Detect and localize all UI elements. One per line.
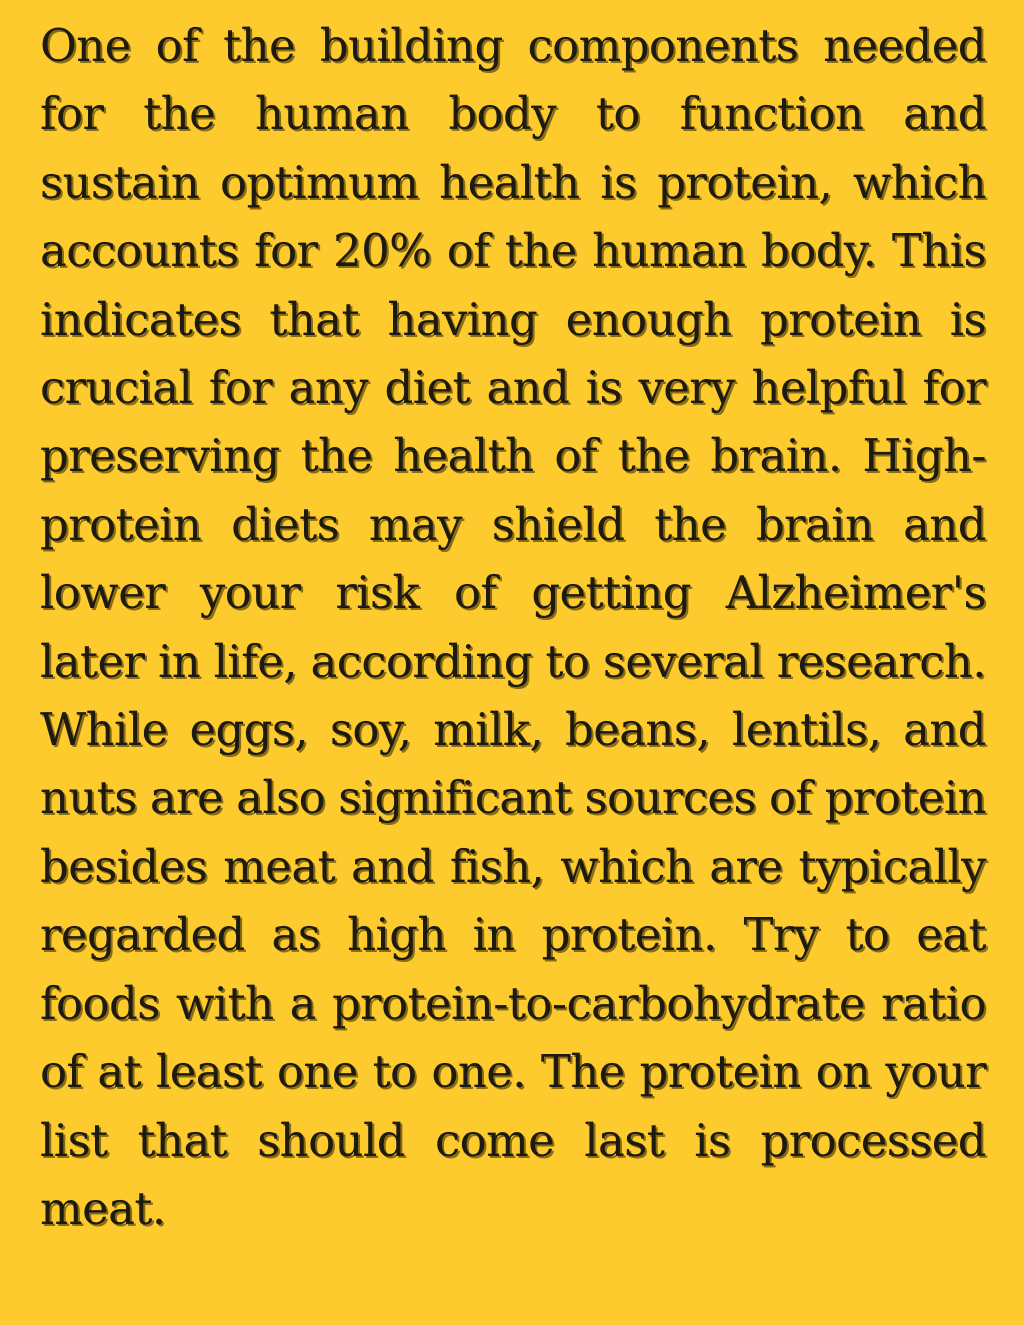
body-paragraph: One of the building components needed for the human body to function and sustain optimum health is protein, which accounts for 20% of the human body. This indicates that having enough protein is crucial for any diet and is very helpful for preserving the health of the brain. High-protein diets may shield the brain and lower your risk of getting Alzheimer's later in life, according to several research. While eggs, soy, milk, beans, lentils, and nuts are also significant sources of protein besides meat and fish, which are typically regarded as high in protein. Try to eat foods with a protein-to-carbohydrate ratio of at least one to one. The protein on your list that should come last is processed meat. bbox=[40, 19, 986, 1235]
